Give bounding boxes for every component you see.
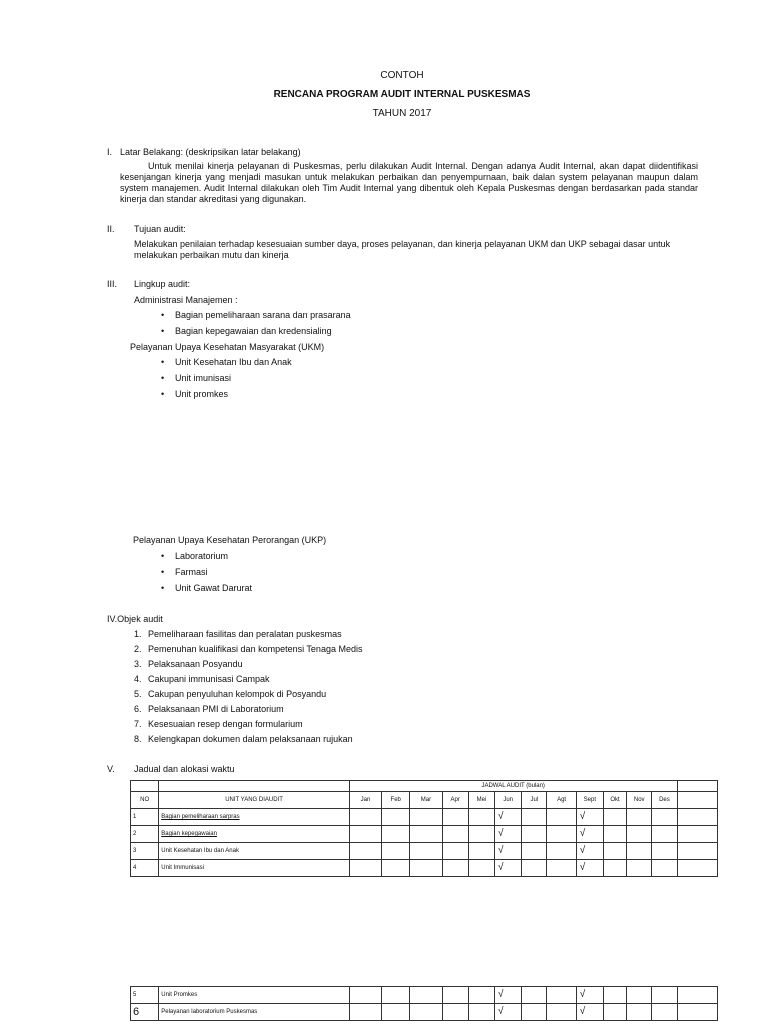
- object-item: Kelengkapan dokumen dalam pelaksanaan rujukan: [148, 734, 353, 744]
- table-row: [131, 1004, 718, 1021]
- month-header: Mei: [468, 792, 494, 809]
- object-item: Pemenuhan kualifikasi dan kompetensi Tenaga Medis: [148, 644, 363, 654]
- row-number: 5: [131, 987, 159, 1004]
- object-number: 4.: [134, 674, 142, 684]
- schedule-cell: [442, 843, 468, 860]
- table-blank-cell: [159, 781, 350, 792]
- schedule-cell: [349, 843, 381, 860]
- month-header: Des: [652, 792, 677, 809]
- table-blank-cell: [677, 860, 717, 877]
- month-header: Nov: [627, 792, 652, 809]
- header-contoh: CONTOH: [380, 70, 424, 81]
- row-unit-name: Unit Promkes: [159, 987, 350, 1004]
- table-blank-cell: [677, 1004, 717, 1021]
- scope-item: • Unit imunisasi: [175, 373, 231, 384]
- schedule-cell: [442, 987, 468, 1004]
- object-item: Cakupani immunisasi Campak: [148, 674, 270, 684]
- scope-item: • Bagian pemeliharaan sarana dan prasarana: [175, 310, 351, 321]
- schedule-check-mark: √: [495, 843, 522, 860]
- table-row: [131, 987, 718, 1004]
- month-header: Sept: [576, 792, 603, 809]
- object-item: Pemeliharaan fasilitas dan peralatan puskesmas: [148, 629, 342, 639]
- schedule-cell: [627, 809, 652, 826]
- audit-schedule-table-continued: [130, 986, 718, 1021]
- scope-item: • Bagian kepegawaian dan kredensialing: [175, 326, 332, 337]
- table-row: [131, 826, 718, 843]
- schedule-cell: [442, 826, 468, 843]
- month-header: Feb: [382, 792, 410, 809]
- scope-item: • Unit promkes: [175, 389, 228, 400]
- schedule-check-mark: √: [495, 826, 522, 843]
- schedule-cell: [410, 860, 442, 877]
- schedule-cell: [442, 860, 468, 877]
- scope-item: • Laboratorium: [175, 551, 228, 562]
- scope-group-ukp-title: Pelayanan Upaya Kesehatan Perorangan (UKP): [133, 535, 327, 545]
- object-item: Pelaksanaan Posyandu: [148, 659, 243, 669]
- schedule-check-mark: √: [495, 860, 522, 877]
- schedule-cell: [652, 860, 677, 877]
- schedule-check-mark: √: [576, 843, 603, 860]
- month-header: Okt: [603, 792, 626, 809]
- schedule-cell: [547, 860, 576, 877]
- schedule-cell: [468, 987, 494, 1004]
- scope-group-ukm-title: Pelayanan Upaya Kesehatan Masyarakat (UKM): [130, 342, 325, 352]
- row-unit-name: Bagian pemeliharaan sarpras: [159, 809, 350, 826]
- object-number: 8.: [134, 734, 142, 744]
- schedule-cell: [468, 860, 494, 877]
- month-header: Agt: [547, 792, 576, 809]
- schedule-cell: [410, 826, 442, 843]
- schedule-check-mark: √: [576, 809, 603, 826]
- section-4-title: IV.Objek audit: [107, 614, 163, 624]
- table-blank-cell: [677, 792, 717, 809]
- schedule-check-mark: √: [576, 1004, 603, 1021]
- object-item: Cakupan penyuluhan kelompok di Posyandu: [148, 689, 327, 699]
- row-unit-name: Unit Immunisasi: [159, 860, 350, 877]
- section-2-numeral: II.: [107, 224, 115, 234]
- schedule-cell: [468, 843, 494, 860]
- schedule-cell: [627, 860, 652, 877]
- schedule-cell: [410, 987, 442, 1004]
- table-body-part-1: [131, 809, 718, 877]
- schedule-cell: [349, 809, 381, 826]
- schedule-cell: [468, 1004, 494, 1021]
- schedule-cell: [627, 843, 652, 860]
- table-blank-cell: [677, 809, 717, 826]
- section-3-numeral: III.: [107, 279, 118, 289]
- schedule-cell: [442, 1004, 468, 1021]
- schedule-cell: [382, 843, 410, 860]
- section-5-numeral: V.: [107, 764, 115, 774]
- col-header-unit: UNIT YANG DIAUDIT: [159, 792, 350, 809]
- schedule-cell: [349, 860, 381, 877]
- schedule-cell: [603, 860, 626, 877]
- row-unit-name: Bagian kepegawaian: [159, 826, 350, 843]
- col-header-no: NO: [131, 792, 159, 809]
- object-item: Kesesuaian resep dengan formularium: [148, 719, 303, 729]
- schedule-cell: [410, 1004, 442, 1021]
- object-number: 6.: [134, 704, 142, 714]
- month-header: Jul: [522, 792, 547, 809]
- schedule-cell: [410, 809, 442, 826]
- schedule-cell: [382, 809, 410, 826]
- schedule-check-mark: √: [576, 826, 603, 843]
- table-row: [131, 843, 718, 860]
- schedule-cell: [522, 826, 547, 843]
- scope-group-admin-title: Administrasi Manajemen :: [134, 295, 238, 305]
- schedule-check-mark: √: [576, 860, 603, 877]
- schedule-cell: [547, 843, 576, 860]
- scope-item: • Unit Kesehatan Ibu dan Anak: [175, 357, 292, 368]
- object-number: 2.: [134, 644, 142, 654]
- schedule-cell: [627, 987, 652, 1004]
- schedule-cell: [603, 826, 626, 843]
- schedule-cell: [382, 987, 410, 1004]
- schedule-group-header: JADWAL AUDIT (bulan): [349, 781, 677, 792]
- schedule-cell: [652, 1004, 677, 1021]
- schedule-cell: [382, 826, 410, 843]
- schedule-cell: [627, 826, 652, 843]
- schedule-cell: [349, 1004, 381, 1021]
- schedule-cell: [627, 1004, 652, 1021]
- object-number: 1.: [134, 629, 142, 639]
- schedule-cell: [547, 809, 576, 826]
- schedule-cell: [349, 826, 381, 843]
- schedule-cell: [468, 809, 494, 826]
- scope-item: • Unit Gawat Darurat: [175, 583, 252, 594]
- schedule-cell: [442, 809, 468, 826]
- schedule-cell: [349, 987, 381, 1004]
- section-5-title: Jadual dan alokasi waktu: [134, 764, 235, 774]
- month-header: Jun: [495, 792, 522, 809]
- table-blank-cell: [677, 826, 717, 843]
- schedule-cell: [547, 987, 576, 1004]
- schedule-check-mark: √: [495, 809, 522, 826]
- schedule-cell: [522, 987, 547, 1004]
- schedule-check-mark: √: [576, 987, 603, 1004]
- schedule-check-mark: √: [495, 1004, 522, 1021]
- schedule-cell: [522, 860, 547, 877]
- schedule-check-mark: √: [495, 987, 522, 1004]
- object-number: 7.: [134, 719, 142, 729]
- schedule-cell: [603, 1004, 626, 1021]
- row-number: 1: [131, 809, 159, 826]
- schedule-cell: [652, 987, 677, 1004]
- table-blank-cell: [131, 781, 159, 792]
- section-2-body: Melakukan penilaian terhadap kesesuaian sumber daya, proses pelayanan, dan kinerja pelayanan UKM dan UKP sebagai dasar untuk melakukan perbaikan mutu dan kinerja: [134, 239, 671, 260]
- row-number: 3: [131, 843, 159, 860]
- month-header: Apr: [442, 792, 468, 809]
- schedule-cell: [603, 809, 626, 826]
- schedule-cell: [652, 826, 677, 843]
- row-unit-name: Pelayanan laboratorium Puskesmas: [159, 1004, 350, 1021]
- object-number: 5.: [134, 689, 142, 699]
- schedule-cell: [603, 987, 626, 1004]
- section-2-title: Tujuan audit:: [134, 224, 186, 234]
- table-row: [131, 809, 718, 826]
- row-unit-name: Unit Kesehatan Ibu dan Anak: [159, 843, 350, 860]
- month-header: Jan: [349, 792, 381, 809]
- scope-item: • Farmasi: [175, 567, 208, 578]
- table-row: [131, 860, 718, 877]
- audit-schedule-table: [130, 780, 718, 877]
- section-1-title: Latar Belakang: (deskripsikan latar belakang): [120, 147, 301, 157]
- schedule-cell: [522, 1004, 547, 1021]
- schedule-cell: [382, 860, 410, 877]
- schedule-cell: [652, 843, 677, 860]
- schedule-cell: [382, 1004, 410, 1021]
- table-body-part-2: [131, 987, 718, 1021]
- table-blank-cell: [677, 781, 717, 792]
- section-1-numeral: I.: [107, 147, 113, 157]
- object-item: Pelaksanaan PMI di Laboratorium: [148, 704, 284, 714]
- schedule-cell: [522, 843, 547, 860]
- row-number: 2: [131, 826, 159, 843]
- schedule-cell: [410, 843, 442, 860]
- schedule-cell: [522, 809, 547, 826]
- schedule-cell: [652, 809, 677, 826]
- section-1-body: Untuk menilai kinerja pelayanan di Puskesmas, perlu dilakukan Audit Internal. Dengan adanya Audit Internal, akan dapat diidentifikasi kesenjangan kinerja yang menjadi masukan untuk melakukan perbaikan dan penyempurnaan, baik dalan system pelayanan maupun dalam system manajemen. Audit Internal dilakukan oleh Tim Audit Internal yang dibentuk oleh Kepala Puskesmas dengan berdasarkan pada standar kinerja dan standar akreditasi yang digunakan.: [120, 161, 698, 204]
- table-blank-cell: [677, 987, 717, 1004]
- month-header: Mar: [410, 792, 442, 809]
- schedule-cell: [547, 1004, 576, 1021]
- document-year: TAHUN 2017: [372, 108, 432, 119]
- schedule-cell: [468, 826, 494, 843]
- document-title: RENCANA PROGRAM AUDIT INTERNAL PUSKESMAS: [273, 89, 531, 100]
- section-3-title: Lingkup audit:: [134, 279, 191, 289]
- row-number: 6: [131, 1004, 159, 1021]
- schedule-cell: [547, 826, 576, 843]
- schedule-cell: [603, 843, 626, 860]
- table-blank-cell: [677, 843, 717, 860]
- row-number: 4: [131, 860, 159, 877]
- audit-objects-list: [134, 629, 454, 749]
- object-number: 3.: [134, 659, 142, 669]
